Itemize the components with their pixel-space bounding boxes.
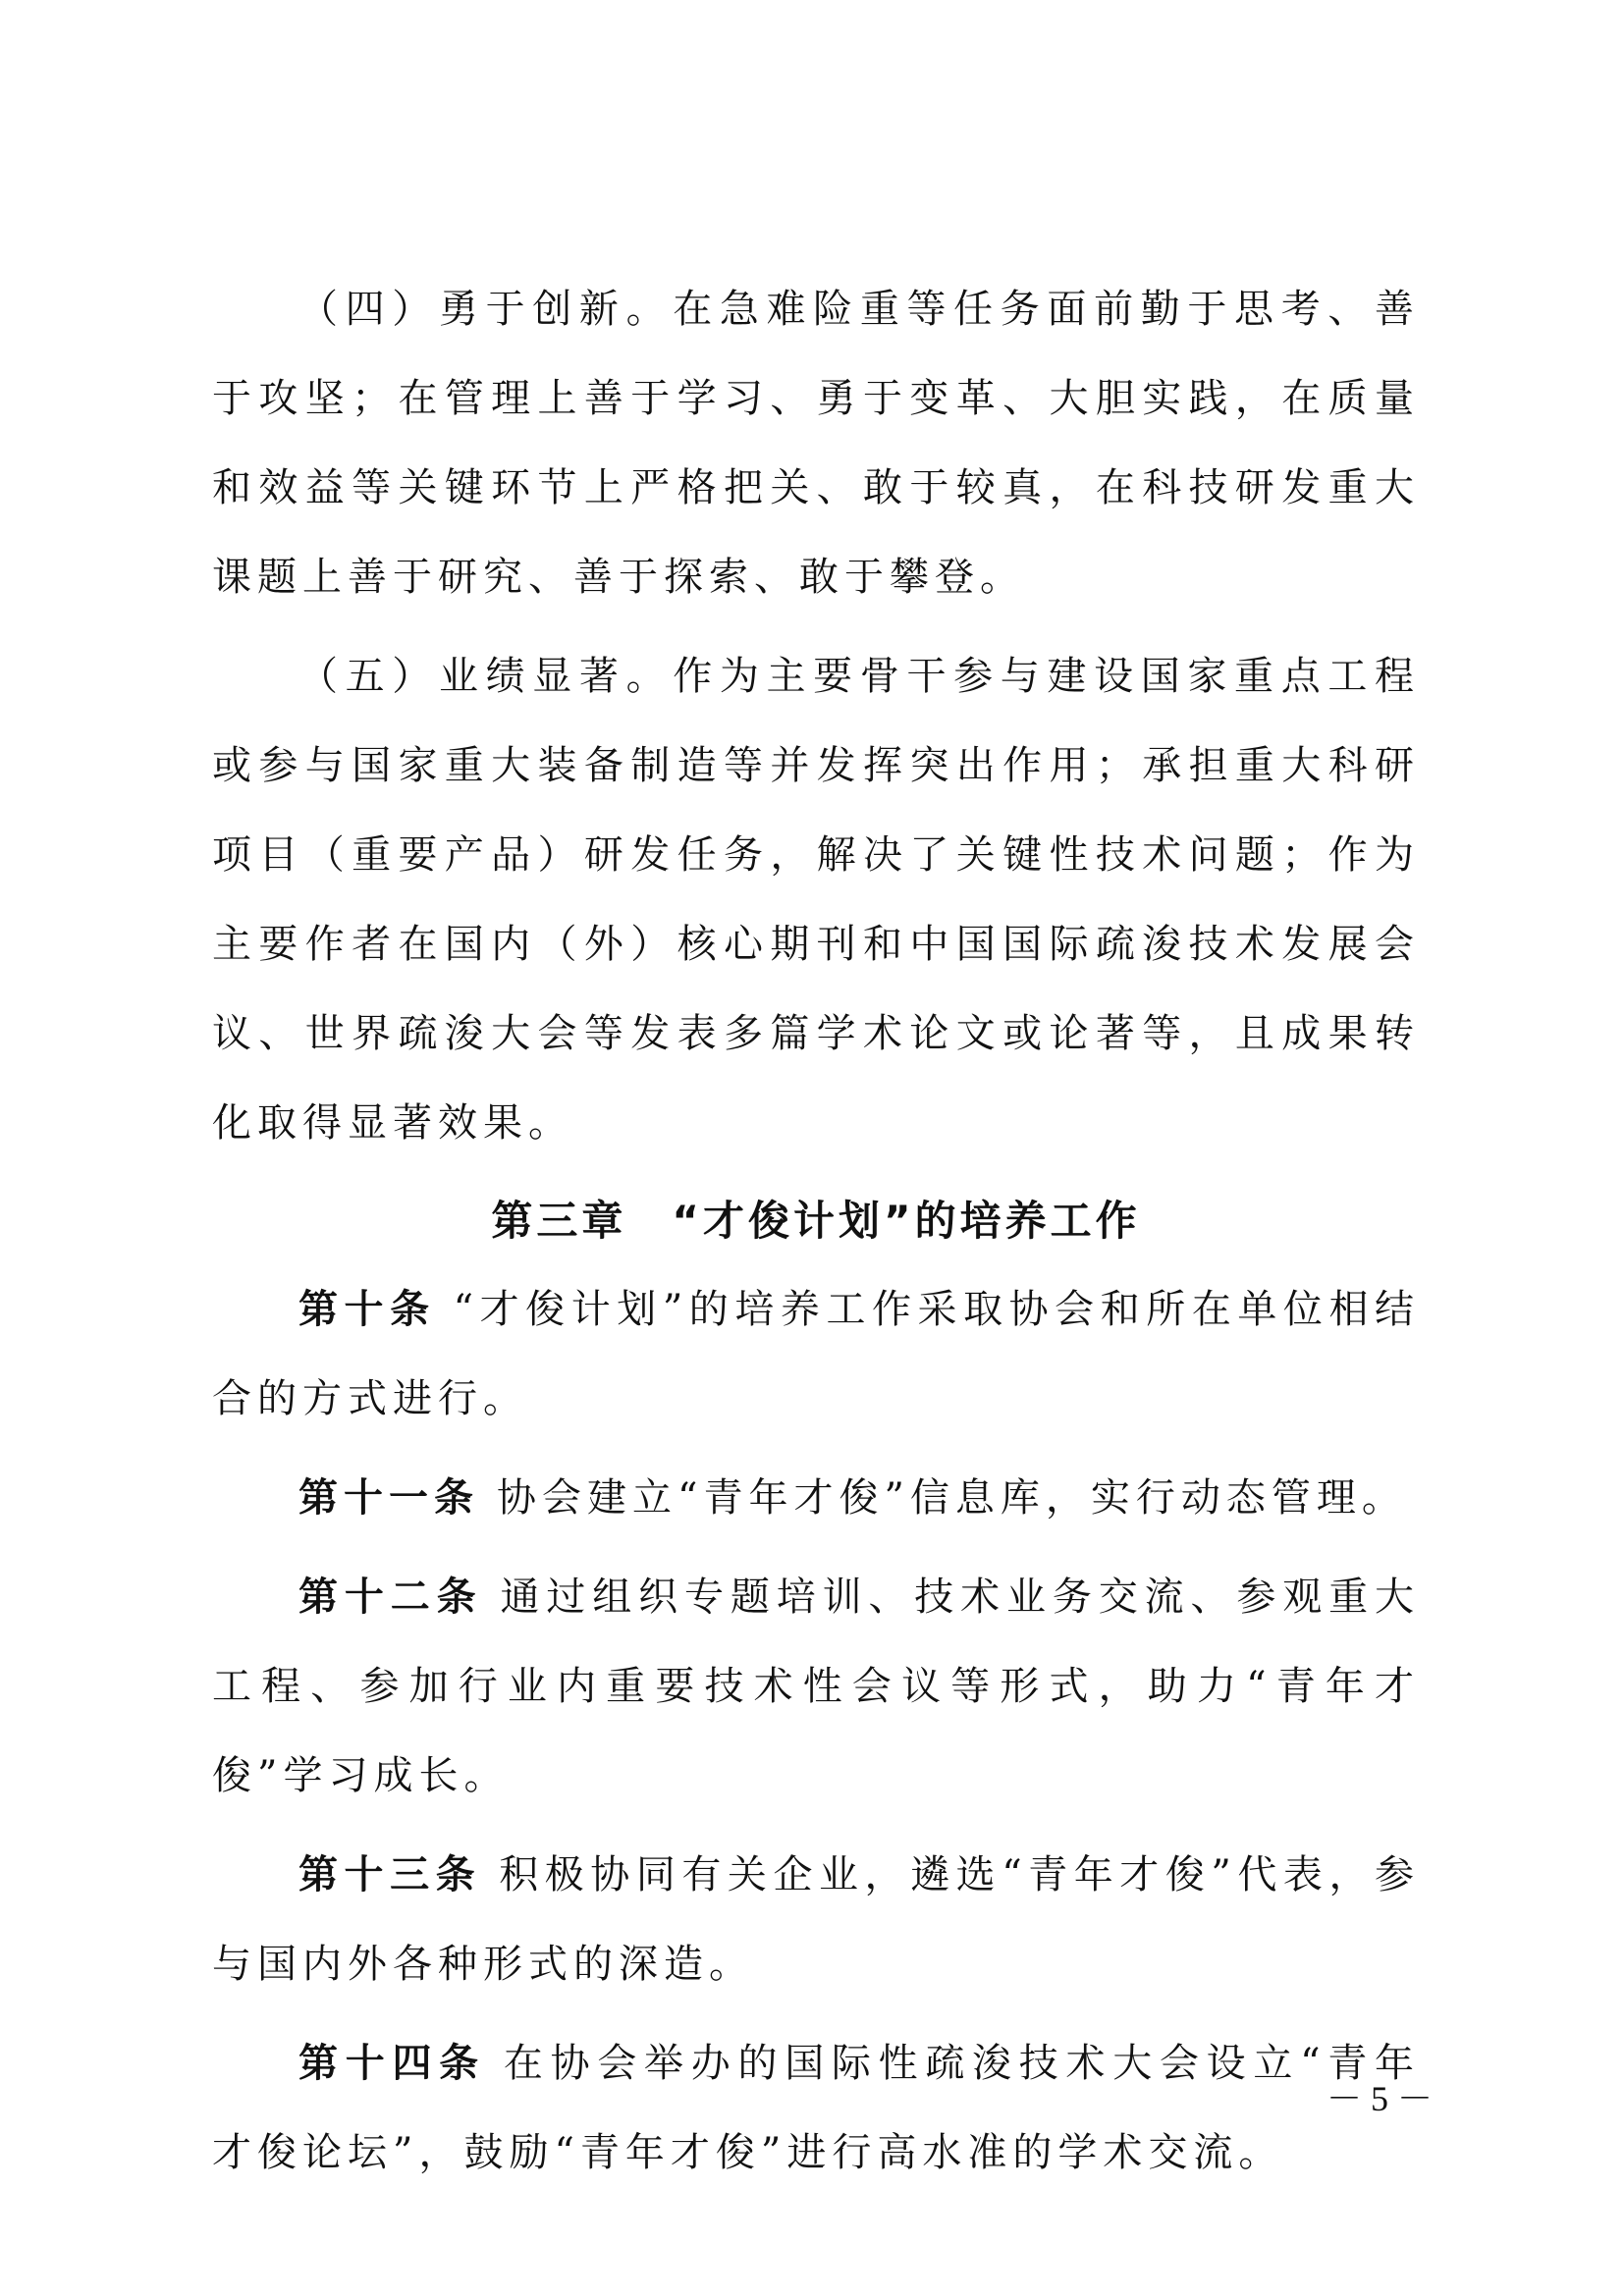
paragraph-item-5: （五）业绩显著。作为主要骨干参与建设国家重点工程或参与国家重大装备制造等并发挥突出作用；承担重大科研项目（重要产品）研发任务，解决了关键性技术问题；作为主要作者在国内（外）核心期刊和中国国际疏浚技术发展会议、世界疏浚大会等发表多篇学术论文或论著等，且成果转化取得显著效果。 <box>212 654 1420 1146</box>
article-12 <box>212 1553 1420 1821</box>
article-text: 协会建立“青年才俊”信息库，实行动态管理。 <box>497 1475 1407 1521</box>
article-label: 第十一条 <box>298 1475 479 1521</box>
article-label: 第十二条 <box>298 1575 483 1620</box>
paragraph-item-4: （四）勇于创新。在急难险重等任务面前勤于思考、善于攻坚；在管理上善于学习、勇于变革、大胆实践，在质量和效益等关键环节上严格把关、敢于较真，在科技研发重大课题上善于研究、善于探索、敢于攀登。 <box>212 287 1420 600</box>
article-label: 第十条 <box>298 1287 436 1332</box>
article-14 <box>212 2019 1420 2198</box>
chapter-title: 第三章 “才俊计划”的培养工作 <box>491 1197 1141 1245</box>
article-label: 第十四条 <box>298 2041 486 2086</box>
article-label: 第十三条 <box>298 1852 482 1897</box>
article-text: 在协会举办的国际性疏浚技术大会设立“青年才俊论坛”，鼓励“青年才俊”进行高水准的学术交流。 <box>212 2041 1421 2175</box>
article-11 <box>212 1454 1420 1543</box>
article-text: 通过组织专题培训、技术业务交流、参观重大工程、参加行业内重要技术性会议等形式，助力“青年才俊”学习成长。 <box>212 1575 1421 1798</box>
article-13 <box>212 1831 1420 2009</box>
article-text: “才俊计划”的培养工作采取协会和所在单位相结合的方式进行。 <box>212 1287 1420 1421</box>
page-number: － 5 － <box>1326 2079 1433 2118</box>
article-text: 积极协同有关企业，遴选“青年才俊”代表，参与国内外各种形式的深造。 <box>212 1852 1420 1987</box>
page-content <box>212 265 1420 2198</box>
article-10 <box>212 1265 1420 1444</box>
